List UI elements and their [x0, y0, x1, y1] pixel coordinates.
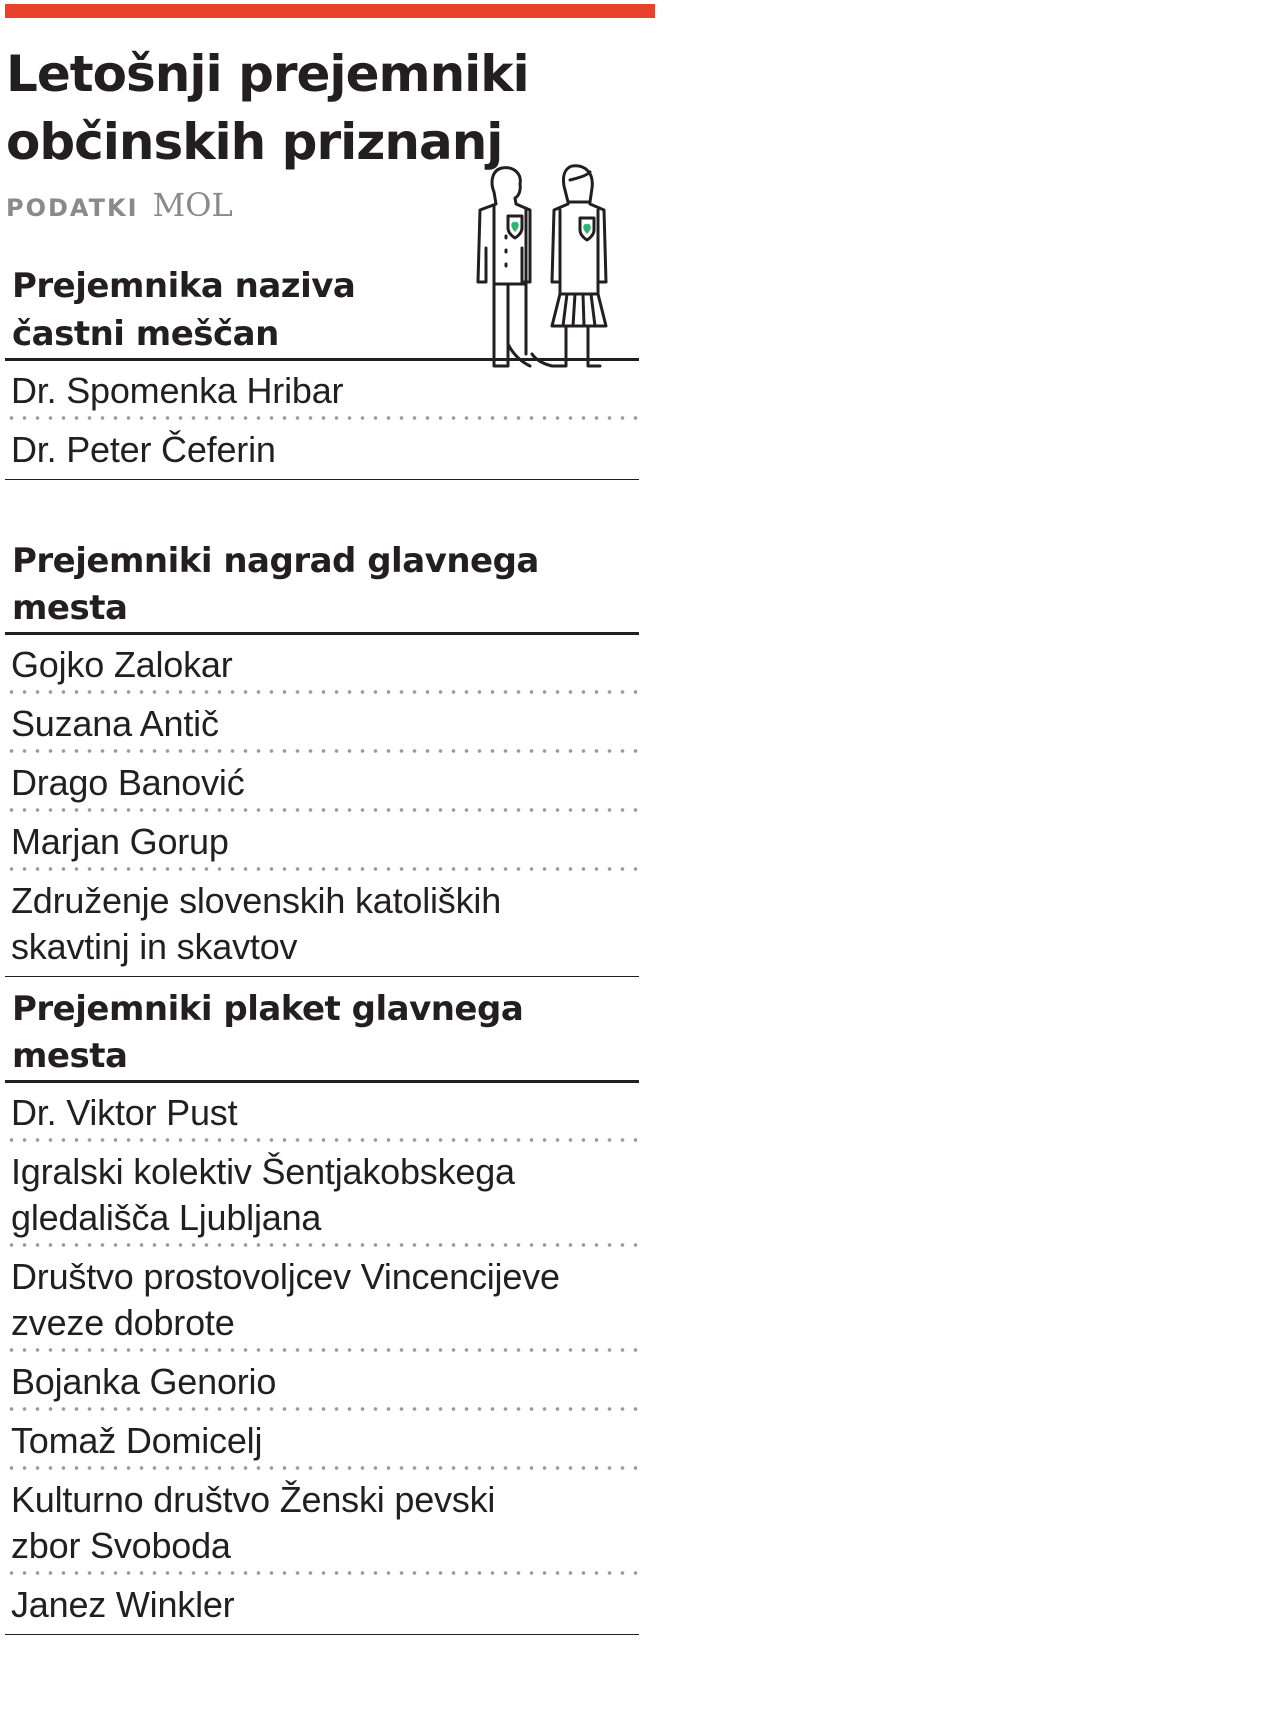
list-item: Dr. Viktor Pust [5, 1083, 639, 1142]
list-item: Združenje slovenskih katoliških skavtinj in skavtov [11, 880, 502, 967]
list-item: Tomaž Domicelj [5, 1411, 639, 1470]
heading-line: Prejemniki nagrad glavnega mesta [12, 541, 539, 628]
section-heading [5, 262, 639, 361]
recipient-list [5, 1083, 639, 1635]
section-heading [5, 538, 639, 635]
list-item: Gojko Zalokar [5, 635, 639, 694]
section-capital-plaques [5, 986, 639, 1635]
section-heading [5, 986, 639, 1083]
recipient-list [5, 361, 639, 480]
list-item: Igralski kolektiv Šentjakobskega gledališča Ljubljana [5, 1142, 639, 1247]
source-credit [6, 186, 233, 224]
title-line: Letošnji prejemniki [6, 45, 529, 103]
heart-icon [511, 222, 518, 232]
list-item: Suzana Antič [5, 694, 639, 753]
heading-line: Prejemniki plaket glavnega mesta [12, 989, 524, 1076]
heart-icon [583, 224, 590, 234]
title-line: občinskih priznanj [6, 113, 503, 171]
list-item: Drago Banović [5, 753, 639, 812]
page-title [6, 40, 529, 176]
list-item: Bojanka Genorio [5, 1352, 639, 1411]
list-item: Janez Winkler [11, 1584, 235, 1625]
recipient-list [5, 635, 639, 977]
list-item: Dr. Spomenka Hribar [5, 361, 639, 420]
source-name: MOL [152, 186, 233, 224]
accent-bar [5, 4, 655, 18]
list-item: Marjan Gorup [5, 812, 639, 871]
list-item: Dr. Peter Čeferin [11, 429, 276, 470]
section-honorary-citizens [5, 262, 639, 480]
list-item: Društvo prostovoljcev Vincencijeve zveze dobrote [5, 1247, 639, 1352]
section-capital-awards [5, 538, 639, 977]
list-item: Kulturno društvo Ženski pevski zbor Svoboda [5, 1470, 639, 1575]
heading-line: častni meščan [12, 314, 279, 354]
heading-line: Prejemnika naziva [12, 266, 356, 306]
source-label: PODATKI [6, 194, 139, 222]
